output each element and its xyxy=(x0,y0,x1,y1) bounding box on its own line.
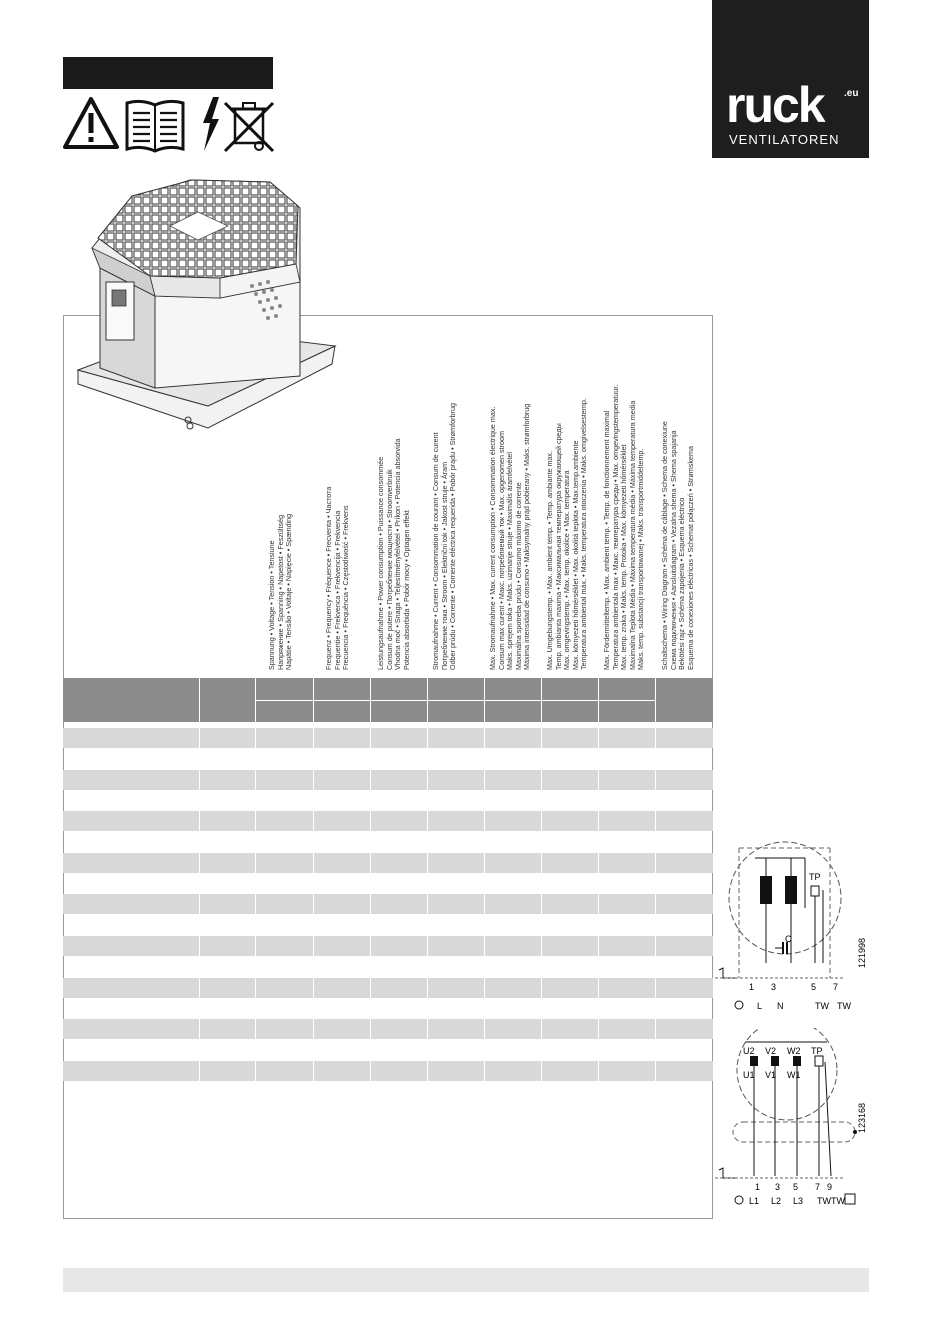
warning-icon xyxy=(65,99,117,147)
svg-text:5: 5 xyxy=(793,1182,799,1192)
table-row xyxy=(63,749,713,769)
table-row xyxy=(63,1082,713,1102)
svg-text:C: C xyxy=(785,934,792,944)
title-bar xyxy=(63,57,273,89)
svg-text:TP: TP xyxy=(811,1046,823,1056)
svg-text:L: L xyxy=(757,1001,763,1011)
table-row xyxy=(63,978,713,998)
svg-text:W1: W1 xyxy=(787,1070,801,1080)
svg-text:1: 1 xyxy=(749,982,755,992)
svg-text:7: 7 xyxy=(833,982,839,992)
svg-text:W2: W2 xyxy=(787,1046,801,1056)
brand-logo xyxy=(712,0,869,158)
safety-icons xyxy=(63,95,275,155)
table-row xyxy=(63,770,713,790)
svg-text:TWTW: TWTW xyxy=(817,1196,845,1206)
electric-hazard-icon xyxy=(203,97,219,151)
col-max-current: Max. Stromaufnahme • Max. current consumption • Consommation électrique max. Consum max curent • Макс. потребляемый ток • Max. opgenomen stroom Maks. sprejem toka • Maks. uzimanje struje • Maximális áramfelvétel Maximálna spotreba prúdu • Consumo máximo de corrente Máxima intensidad de consumo • Maksymalny prąd pobierany • Maks. strømforbrug xyxy=(488,403,532,670)
table-row xyxy=(63,728,713,748)
table-row xyxy=(63,1019,713,1039)
svg-text:AUX: AUX xyxy=(773,881,783,900)
svg-text:TW: TW xyxy=(815,1001,829,1011)
table-row xyxy=(63,790,713,810)
svg-text:123168: 123168 xyxy=(857,1102,867,1133)
col-voltage: Spannung • Voltage • Tension • Tensiune Напряжение • Spanning • Napetost • Feszültség Napätie • Tensão • Voltaje • Napięcie • Spænding xyxy=(267,513,294,670)
svg-text:1: 1 xyxy=(755,1182,761,1192)
table-row xyxy=(63,853,713,873)
table-row xyxy=(63,957,713,977)
col-max-ambient-temp: Max. Umgebungstemp. • Max. ambient temp. • Temp. ambiante max. Temp. ambianta maxima • Максимальная температура окружающей среды Max. omgevingstemp. • Max. temp. okolice • Max. temperatura Max. környezeti hőmérséklet • Max. okolitá teplota • Max.temp.ambiente Temperatura ambiental máx. • Maks. temperatura otoczenia • Maks. omgivelsestemp. xyxy=(545,398,589,670)
col-current: Stromaufnahme • Current • Consommation de courant • Consum de curent Потребление тока • Stroom • Električni tok • Jakost struje • Áram Odber prúdu • Corrente • Corriente eléctrica requerida • Pobór prądu • Strømforbrug xyxy=(431,403,458,670)
svg-text:7: 7 xyxy=(815,1182,821,1192)
table-row xyxy=(63,915,713,935)
svg-text:3: 3 xyxy=(771,982,777,992)
footer-bar xyxy=(63,1268,869,1292)
col-max-medium-temp: Max. Fördermitteltemp. • Max. ambient temp. • Temp. de fonctionnement maximal Temperatura ambientala max • Макс. температура среды • Max. omgevingstemperatuur. Max. temp. zraka • Maks. temp. Protoka • Max. környezeti hőmérséklet Maximalna Teplota Média • Máxima temperatura média • Máxima temperatura media Maks. temp. substancji transportowanej • Maks. transportmiddeltemp. xyxy=(602,384,646,670)
svg-text:TP: TP xyxy=(809,872,821,882)
wiring-diagram-1 xyxy=(715,838,885,1018)
table-row xyxy=(63,811,713,831)
brand-suffix: .eu xyxy=(844,88,859,99)
svg-text:V1: V1 xyxy=(765,1070,777,1080)
svg-text:U1: U1 xyxy=(743,1070,755,1080)
table-row xyxy=(63,894,713,914)
brand-name: ruck xyxy=(726,77,824,133)
table-row xyxy=(63,998,713,1018)
table-row xyxy=(63,832,713,852)
manual-icon xyxy=(127,101,183,151)
svg-text:L3: L3 xyxy=(793,1196,804,1206)
brand-subtitle: VENTILATOREN xyxy=(729,132,840,147)
col-frequency: Frequenz • Frequency • Fréquence • Frecventa • Частота Frequentie • Frekvenca • Frekvencija • Frekvencia Frecuencia • Frequência • Częstotliwość • Frekvens xyxy=(324,486,351,670)
svg-text:L1: L1 xyxy=(749,1196,760,1206)
svg-text:L2: L2 xyxy=(771,1196,782,1206)
svg-text:TW: TW xyxy=(837,1001,851,1011)
svg-text:3: 3 xyxy=(775,1182,781,1192)
col-power: Leistungsaufnahme • Power consumption • Puissance consommée Consum de putere • Потребление мощности • Stroomverbruik Vhodna moč • Snaga • Teljesítményfelvétel • Príkon • Potencia absorvida Potencia absorbida • Pobór mocy • Optagen effekt xyxy=(376,438,411,670)
weee-bin-icon xyxy=(225,103,273,151)
svg-text:MAIN: MAIN xyxy=(747,877,757,900)
col-wiring-diagram: Schaltschema • Wiring Diagram • Schéma de câblage • Schema de conexiune Схема подключения • Aansluitdiagram • Vezalna shema • Shema spajanja Bekötési rajz • Schéma zapojenia • Esquema eléctrico Esquema de conexiones eléctricas • Schemat połączeń • Strømskema xyxy=(660,421,695,670)
table-row xyxy=(63,936,713,956)
svg-text:121998: 121998 xyxy=(857,937,867,968)
svg-text:N: N xyxy=(777,1001,784,1011)
table-row xyxy=(63,1061,713,1081)
table-row xyxy=(63,874,713,894)
svg-text:9: 9 xyxy=(827,1182,833,1192)
table-header xyxy=(63,678,713,722)
svg-text:U2: U2 xyxy=(743,1046,755,1056)
svg-text:V2: V2 xyxy=(765,1046,777,1056)
svg-text:5: 5 xyxy=(811,982,817,992)
wiring-diagram-2 xyxy=(715,1028,885,1208)
table-row xyxy=(63,1040,713,1060)
